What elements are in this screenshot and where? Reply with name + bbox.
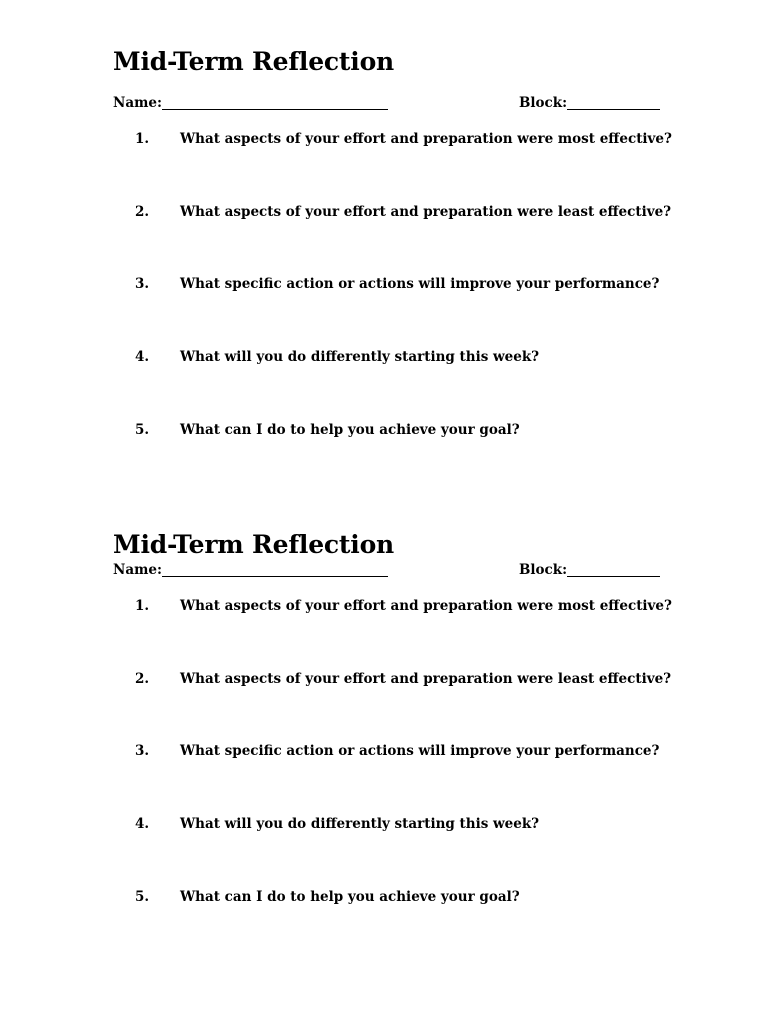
page-title: Mid-Term Reflection (113, 530, 395, 559)
question-item (113, 347, 658, 367)
name-label: Name: (113, 562, 162, 578)
question-text: What aspects of your effort and preparation were least effective? (180, 204, 672, 220)
question-number: 4. (135, 816, 150, 832)
block-blank-line[interactable] (567, 97, 660, 110)
question-item (113, 274, 658, 294)
question-text: What specific action or actions will improve your performance? (180, 743, 660, 759)
question-item (113, 420, 658, 440)
name-blank-line[interactable] (162, 564, 388, 577)
block-label: Block: (519, 95, 568, 111)
student-info-row (113, 561, 658, 579)
block-label: Block: (519, 562, 568, 578)
student-info-row (113, 94, 658, 112)
question-number: 3. (135, 276, 150, 292)
question-text: What aspects of your effort and preparation were most effective? (180, 598, 672, 614)
name-blank-line[interactable] (162, 97, 388, 110)
question-item (113, 887, 658, 907)
question-number: 2. (135, 671, 150, 687)
name-field (113, 561, 388, 579)
question-text: What can I do to help you achieve your goal? (180, 422, 520, 438)
question-text: What aspects of your effort and preparation were most effective? (180, 131, 672, 147)
question-item (113, 669, 672, 689)
question-number: 5. (135, 889, 150, 905)
question-text: What can I do to help you achieve your goal? (180, 889, 520, 905)
question-number: 5. (135, 422, 150, 438)
question-number: 1. (135, 598, 150, 614)
name-label: Name: (113, 95, 162, 111)
block-field (519, 561, 660, 579)
page-title: Mid-Term Reflection (113, 47, 395, 76)
name-field (113, 94, 388, 112)
block-field (519, 94, 660, 112)
question-number: 3. (135, 743, 150, 759)
question-text: What specific action or actions will improve your performance? (180, 276, 660, 292)
question-text: What will you do differently starting this week? (180, 816, 540, 832)
question-item (113, 596, 672, 616)
question-item (113, 814, 658, 834)
question-text: What will you do differently starting this week? (180, 349, 540, 365)
question-number: 1. (135, 131, 150, 147)
question-item (113, 741, 658, 761)
question-number: 4. (135, 349, 150, 365)
question-text: What aspects of your effort and preparation were least effective? (180, 671, 672, 687)
question-item (113, 202, 672, 222)
question-item (113, 129, 672, 149)
question-number: 2. (135, 204, 150, 220)
block-blank-line[interactable] (567, 564, 660, 577)
